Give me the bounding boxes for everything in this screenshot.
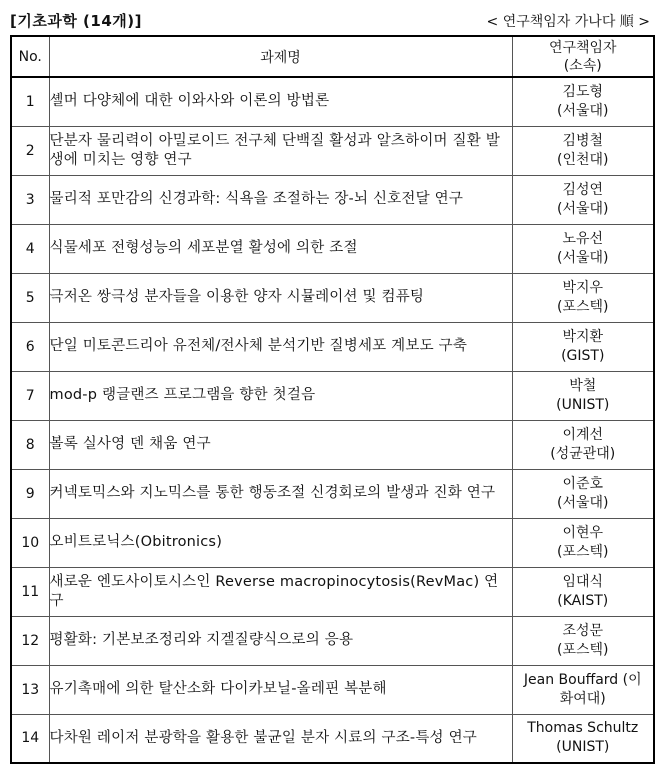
pi-affiliation: 화여대) <box>559 690 606 707</box>
table-row <box>11 273 654 322</box>
principal-investigator <box>512 420 654 469</box>
column-header-title: 과제명 <box>49 36 512 77</box>
project-title: 극저온 쌍극성 분자들을 이용한 양자 시뮬레이션 및 컴퓨팅 <box>49 273 512 322</box>
principal-investigator <box>512 322 654 371</box>
pi-affiliation: (UNIST) <box>556 396 610 413</box>
principal-investigator <box>512 714 654 763</box>
row-number: 4 <box>11 224 49 273</box>
column-header-pi-label: 연구책임자 <box>548 39 617 56</box>
table-row <box>11 175 654 224</box>
pi-name: 김병철 <box>562 132 604 149</box>
pi-name: 이현우 <box>562 524 604 541</box>
principal-investigator <box>512 567 654 616</box>
row-number: 11 <box>11 567 49 616</box>
pi-affiliation: (서울대) <box>557 494 609 511</box>
project-title: 단일 미토콘드리아 유전체/전사체 분석기반 질병세포 계보도 구축 <box>49 322 512 371</box>
pi-affiliation: (포스텍) <box>557 543 609 560</box>
row-number: 14 <box>11 714 49 763</box>
pi-affiliation: (KAIST) <box>557 592 609 609</box>
section-title: [기초과학 (14개)] <box>10 12 142 30</box>
table-row <box>11 371 654 420</box>
header-row <box>10 6 652 34</box>
project-title: 물리적 포만감의 신경과학: 식욕을 조절하는 장-뇌 신호전달 연구 <box>49 175 512 224</box>
pi-name: 김성연 <box>562 181 604 198</box>
principal-investigator <box>512 77 654 126</box>
row-number: 5 <box>11 273 49 322</box>
table-row <box>11 77 654 126</box>
row-number: 10 <box>11 518 49 567</box>
table-row <box>11 126 654 175</box>
pi-affiliation: (서울대) <box>557 102 609 119</box>
pi-name: 임대식 <box>562 573 604 590</box>
principal-investigator <box>512 469 654 518</box>
project-title: 유기촉매에 의한 탈산소화 다이카보닐-올레핀 복분해 <box>49 665 512 714</box>
table-row <box>11 665 654 714</box>
row-number: 1 <box>11 77 49 126</box>
principal-investigator <box>512 273 654 322</box>
pi-name: 박지환 <box>562 328 604 345</box>
row-number: 13 <box>11 665 49 714</box>
project-title: 식물세포 전형성능의 세포분열 활성에 의한 조절 <box>49 224 512 273</box>
pi-affiliation: (UNIST) <box>556 739 610 756</box>
principal-investigator <box>512 175 654 224</box>
row-number: 8 <box>11 420 49 469</box>
table-row <box>11 518 654 567</box>
table-row <box>11 714 654 763</box>
project-title: 다차원 레이저 분광학을 활용한 불균일 분자 시료의 구조-특성 연구 <box>49 714 512 763</box>
pi-name: 이계선 <box>562 426 604 443</box>
column-header-no: No. <box>11 36 49 77</box>
pi-name: 노유선 <box>562 230 604 247</box>
project-title: mod-p 랭글랜즈 프로그램을 향한 첫걸음 <box>49 371 512 420</box>
project-title: 평활화: 기본보조정리와 지겔질량식으로의 응용 <box>49 616 512 665</box>
table-header-row <box>11 36 654 77</box>
principal-investigator <box>512 126 654 175</box>
row-number: 3 <box>11 175 49 224</box>
pi-affiliation: (포스텍) <box>557 641 609 658</box>
pi-name: 이준호 <box>562 475 604 492</box>
row-number: 2 <box>11 126 49 175</box>
pi-affiliation: (포스텍) <box>557 298 609 315</box>
principal-investigator <box>512 371 654 420</box>
pi-affiliation: (GIST) <box>561 347 605 364</box>
table-row <box>11 420 654 469</box>
principal-investigator <box>512 665 654 714</box>
principal-investigator <box>512 224 654 273</box>
pi-name: 조성문 <box>562 622 604 639</box>
project-title: 볼록 실사영 덴 채움 연구 <box>49 420 512 469</box>
project-title: 커넥토믹스와 지노믹스를 통한 행동조절 신경회로의 발생과 진화 연구 <box>49 469 512 518</box>
pi-affiliation: (서울대) <box>557 200 609 217</box>
sort-order-note: < 연구책임자 가나다 順 > <box>486 14 650 30</box>
row-number: 12 <box>11 616 49 665</box>
pi-name: Jean Bouffard (이 <box>523 671 642 688</box>
principal-investigator <box>512 616 654 665</box>
project-title: 셸머 다양체에 대한 이와사와 이론의 방법론 <box>49 77 512 126</box>
project-title: 단분자 물리력이 아밀로이드 전구체 단백질 활성과 알츠하이머 질환 발생에 미치는 영향 연구 <box>49 126 512 175</box>
pi-affiliation: (인천대) <box>557 151 609 168</box>
pi-affiliation: (서울대) <box>557 249 609 266</box>
column-header-affiliation-label: (소속) <box>563 57 602 74</box>
project-table <box>10 35 655 764</box>
project-title: 오비트로닉스(Obitronics) <box>49 518 512 567</box>
pi-affiliation: (성균관대) <box>550 445 616 462</box>
pi-name: 박지우 <box>562 279 604 296</box>
row-number: 7 <box>11 371 49 420</box>
table-row <box>11 616 654 665</box>
pi-name: Thomas Schultz <box>527 720 639 737</box>
project-title: 새로운 엔도사이토시스인 Reverse macropinocytosis(RevMac) 연구 <box>49 567 512 616</box>
row-number: 9 <box>11 469 49 518</box>
pi-name: 김도형 <box>562 83 604 100</box>
principal-investigator <box>512 518 654 567</box>
table-row <box>11 322 654 371</box>
table-row <box>11 224 654 273</box>
row-number: 6 <box>11 322 49 371</box>
pi-name: 박철 <box>569 377 597 394</box>
table-row <box>11 567 654 616</box>
table-row <box>11 469 654 518</box>
column-header-pi <box>512 36 654 77</box>
